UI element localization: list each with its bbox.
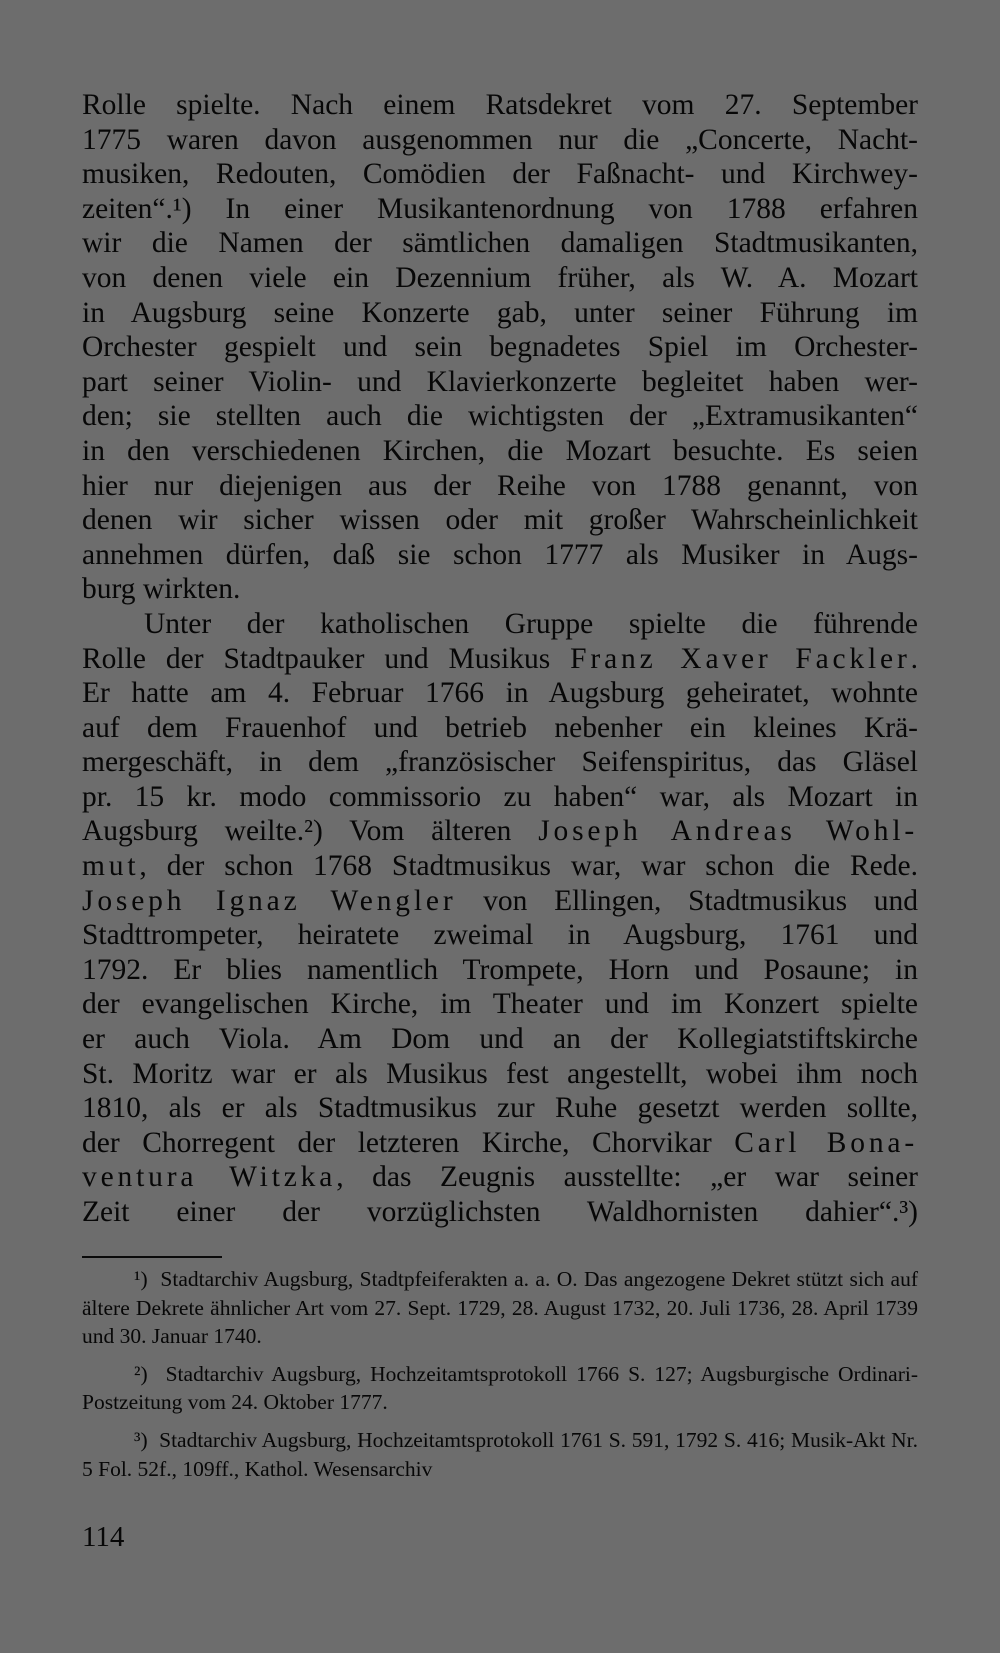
- text-line: mergeschäft, in dem „französischer Seifenspiritus, das Gläsel: [82, 746, 918, 779]
- person-name: Carl Bona-: [734, 1126, 918, 1159]
- footnote-mark: ³): [134, 1427, 148, 1452]
- text-line: [82, 192, 918, 227]
- text-line: in den verschiedenen Kirchen, die Mozart besuchte. Es seien: [82, 434, 918, 467]
- text-fragment: , das Zeugnis ausstellte: „er war seiner: [336, 1161, 918, 1194]
- footnote-text: Stadtarchiv Augsburg, Stadtpfeiferakten a. a. O. Das angezogene Dekret stützt sich auf ältere Dekrete ähnlicher Art vom 27. Sept. 1729, 28. August 1732, 20. Juli 1736, 28. April 1739 und 30. Januar 1740.: [82, 1267, 918, 1349]
- text-line: Rolle spielte. Nach einem Ratsdekret vom 27. September: [82, 89, 918, 121]
- text-line: hier nur diejenigen aus der Reihe von 1788 genannt, von: [82, 469, 918, 502]
- text-fragment: der Chorregent der letzteren Kirche, Chorvikar: [82, 1126, 712, 1159]
- text-line: auf dem Frauenhof und betrieb nebenher ein kleines Krä-: [82, 711, 918, 744]
- text-fragment: Augsburg weilte.: [82, 815, 305, 848]
- page-number: 114: [82, 1521, 125, 1553]
- text-line: [82, 849, 918, 884]
- text-line: Orchester gespielt und sein begnadetes Spiel im Orchester-: [82, 331, 918, 364]
- text-line: annehmen dürfen, daß sie schon 1777 als Musiker in Augs-: [82, 538, 918, 571]
- main-text: [82, 88, 918, 1230]
- person-name: Joseph Ignaz Wengler: [82, 884, 457, 917]
- text-line: [82, 642, 918, 677]
- text-line: der evangelischen Kirche, im Theater und im Konzert spielte: [82, 988, 918, 1021]
- text-line: in Augsburg seine Konzerte gab, unter seiner Führung im: [82, 296, 918, 329]
- text-line: burg wirkten.: [82, 573, 241, 606]
- text-line: [82, 1195, 918, 1230]
- text-line: St. Moritz war er als Musikus fest angestellt, wobei ihm noch: [82, 1057, 918, 1090]
- footnote-divider: [82, 1256, 222, 1258]
- person-name: ventura Witzka: [82, 1161, 337, 1194]
- text-fragment: zeiten“.: [82, 192, 173, 225]
- text-fragment: ³): [899, 1196, 918, 1228]
- text-line: Stadttrompeter, heiratete zweimal in Augsburg, 1761 und: [82, 919, 918, 952]
- footnote-mark: ²): [134, 1361, 148, 1386]
- text-line: [82, 1126, 918, 1161]
- text-line: part seiner Violin- und Klavierkonzerte begleitet haben wer-: [82, 365, 918, 398]
- text-fragment: ¹) In einer Musikantenordnung von 1788 erfahren: [172, 192, 918, 225]
- text-line: denen wir sicher wissen oder mit großer Wahrscheinlichkeit: [82, 504, 918, 537]
- text-line: er auch Viola. Am Dom und an der Kollegiatstiftskirche: [82, 1023, 918, 1056]
- text-line: [82, 1160, 918, 1195]
- text-line: den; sie stellten auch die wichtigsten der „Extramusikanten“: [82, 400, 918, 433]
- text-fragment: von Ellingen, Stadtmusikus und: [456, 884, 919, 917]
- text-fragment: ²) Vom älteren: [304, 815, 512, 848]
- text-line: pr. 15 kr. modo commissorio zu haben“ war, als Mozart in: [82, 780, 918, 813]
- footnote-3: [82, 1426, 918, 1483]
- person-name: Joseph Andreas Wohl-: [538, 815, 919, 848]
- text-line: [82, 814, 918, 849]
- text-line: [82, 884, 918, 919]
- text-line: wir die Namen der sämtlichen damaligen Stadtmusikanten,: [82, 227, 918, 260]
- footnote-mark: ¹): [134, 1267, 148, 1291]
- text-line: von denen viele ein Dezennium früher, als W. A. Mozart: [82, 261, 918, 294]
- footnote-1: [82, 1265, 918, 1351]
- text-fragment: .: [910, 642, 919, 675]
- text-line: 1792. Er blies namentlich Trompete, Horn und Posaune; in: [82, 953, 918, 986]
- text-fragment: Rolle der Stadtpauker und Musikus: [82, 642, 551, 675]
- footnote-2: [82, 1360, 918, 1417]
- text-line: musiken, Redouten, Comödien der Faßnacht- und Kirchwey-: [82, 158, 918, 191]
- text-line: Unter der katholischen Gruppe spielte die führende: [144, 607, 918, 640]
- footnote-text: Stadtarchiv Augsburg, Hochzeitamtsprotokoll 1761 S. 591, 1792 S. 416; Musik-Akt Nr. 5 Fol. 52f., 109ff., Kathol. Wesensarchiv: [82, 1427, 919, 1481]
- person-name: mut: [82, 850, 140, 883]
- footnotes: [82, 1265, 918, 1492]
- person-name: Franz Xaver Fackler: [570, 642, 911, 675]
- footnote-text: Stadtarchiv Augsburg, Hochzeitamtsprotokoll 1766 S. 127; Augsburgische Ordinari-Postzeitung vom 24. Oktober 1777.: [82, 1361, 919, 1415]
- text-line: Er hatte am 4. Februar 1766 in Augsburg geheiratet, wohnte: [82, 677, 918, 710]
- text-line: 1775 waren davon ausgenommen nur die „Concerte, Nacht-: [82, 123, 918, 156]
- text-line: 1810, als er als Stadtmusikus zur Ruhe gesetzt werden sollte,: [82, 1092, 918, 1125]
- text-fragment: Zeit einer der vorzüglichsten Waldhornisten dahier“.: [82, 1196, 900, 1228]
- text-fragment: , der schon 1768 Stadtmusikus war, war schon die Rede.: [139, 850, 918, 883]
